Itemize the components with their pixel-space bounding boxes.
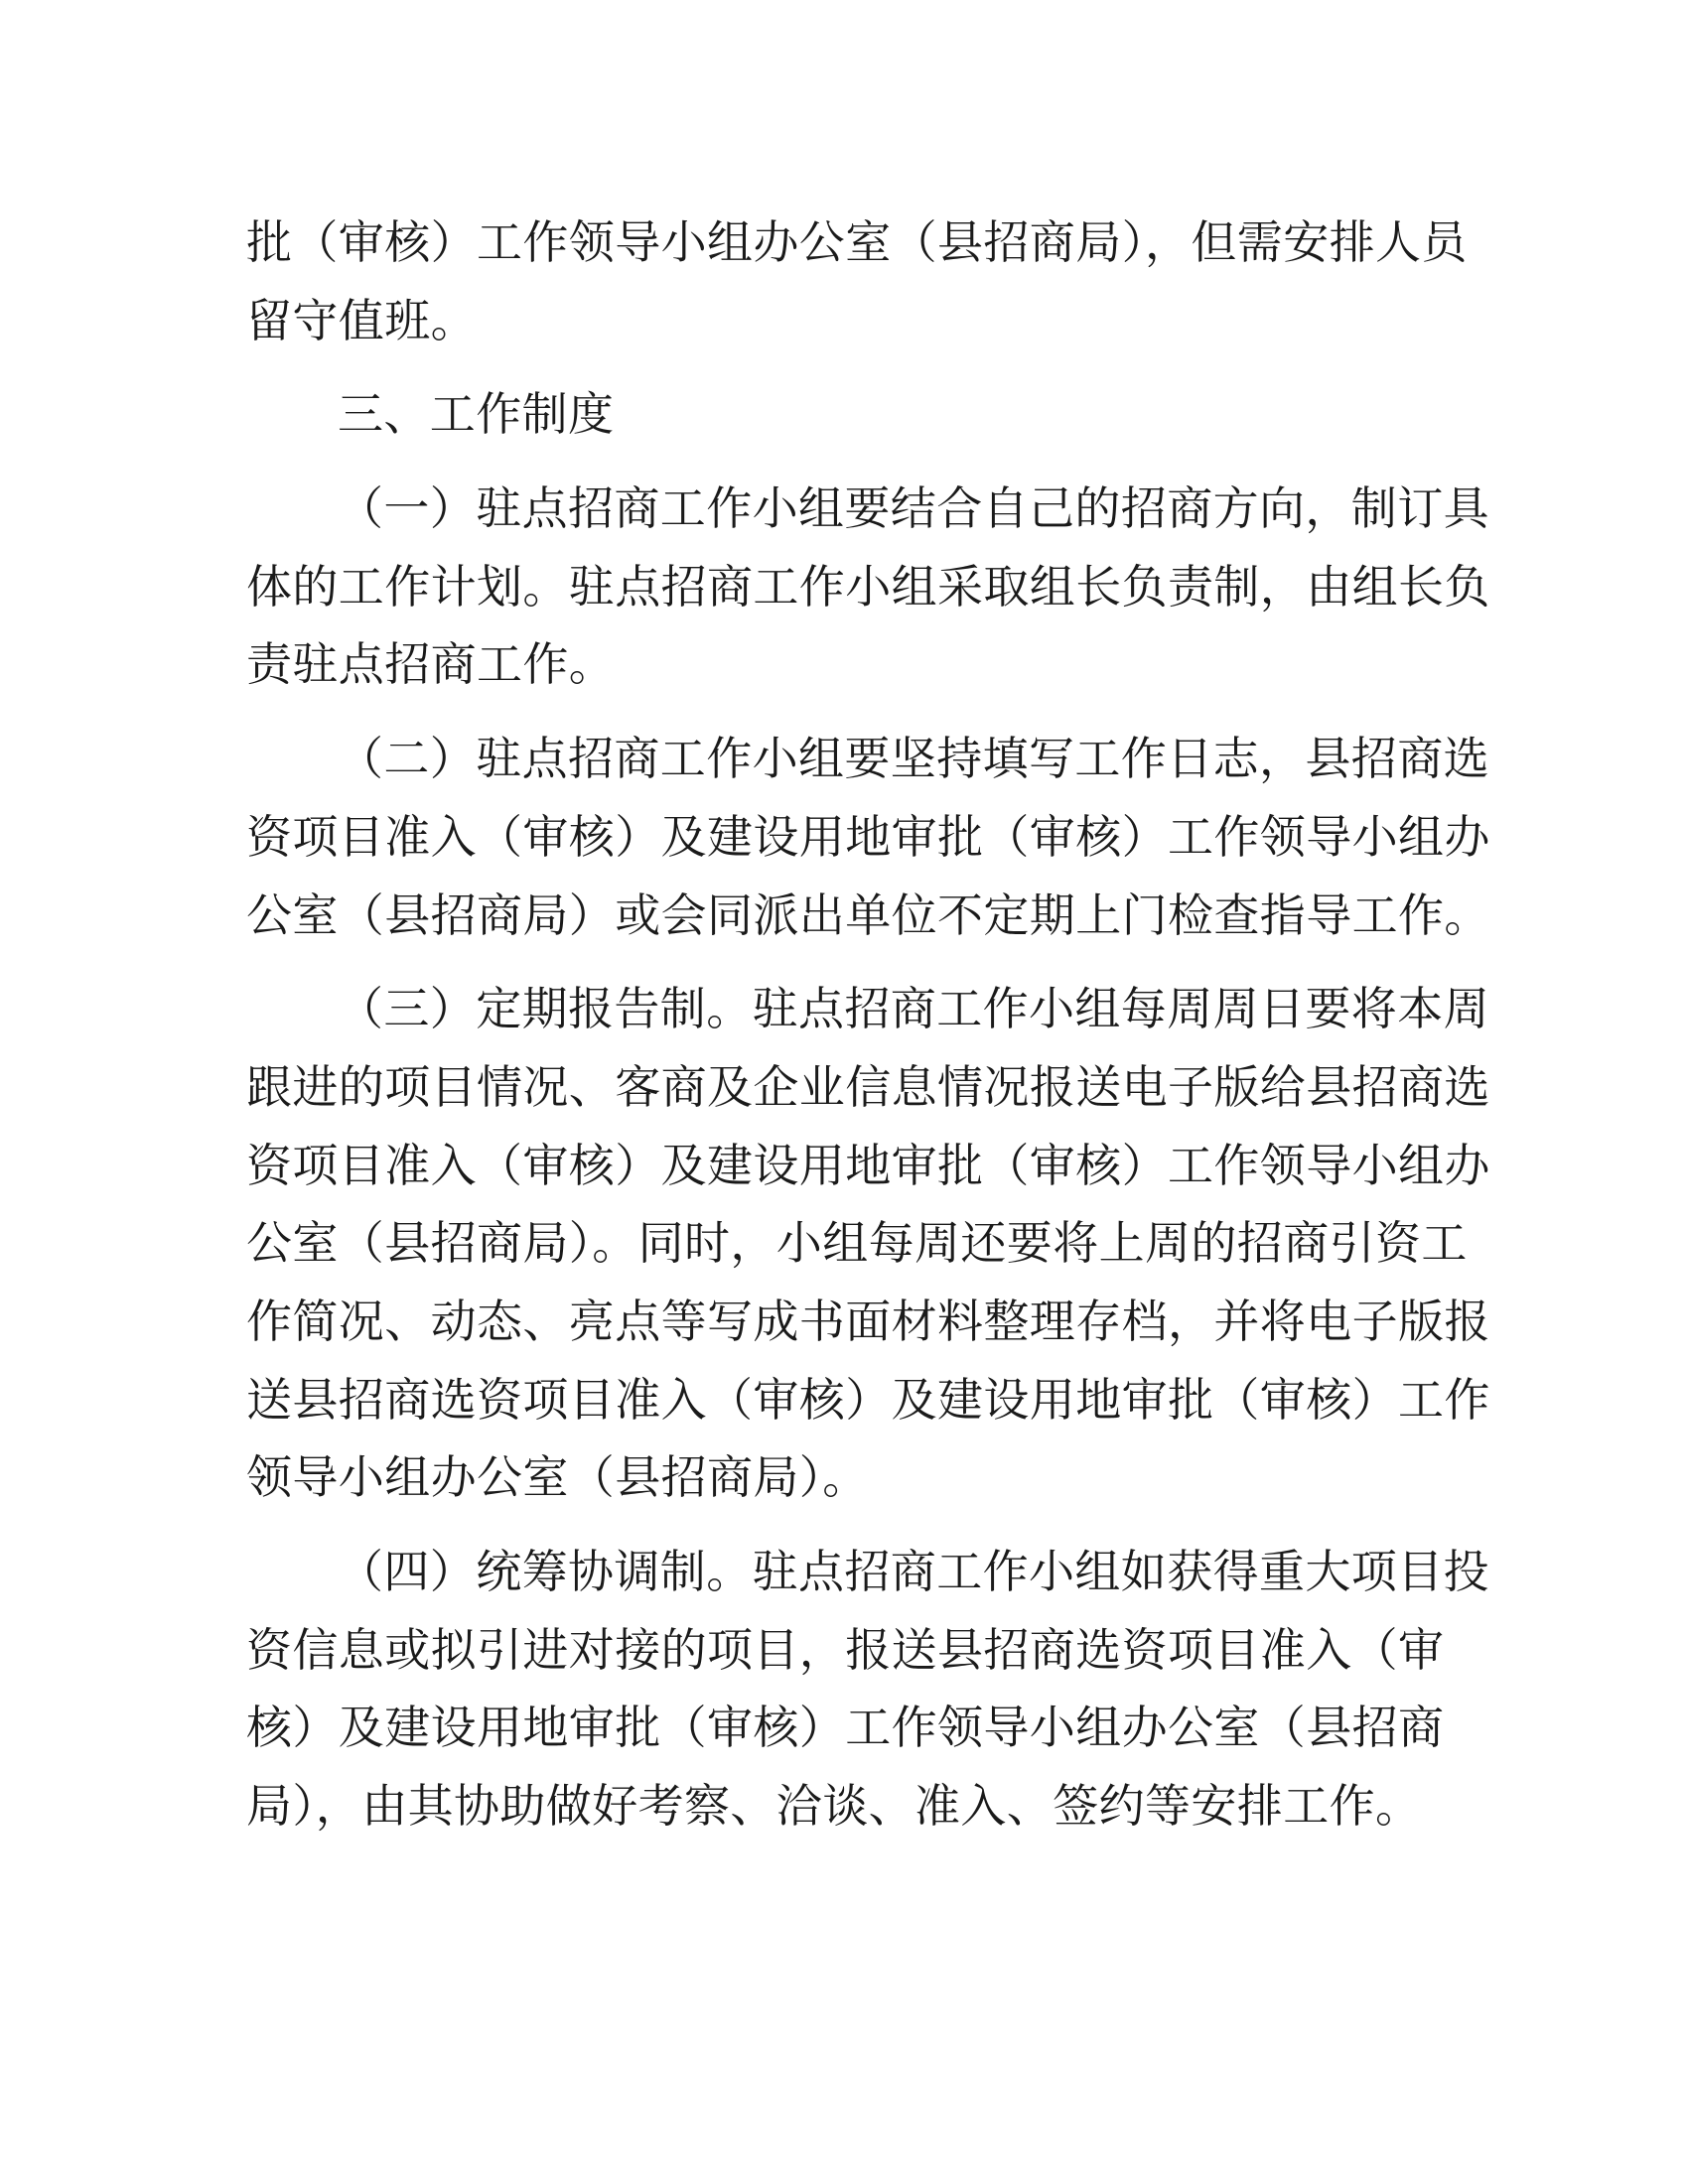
- text-line: 资信息或拟引进对接的项目，报送县招商选资项目准入（审: [246, 1622, 1445, 1677]
- paragraph-1: [246, 470, 1490, 704]
- text-line: 作简况、动态、亮点等写成书面材料整理存档，并将电子版报: [246, 1294, 1490, 1348]
- text-line: 公室（县招商局）。同时，小组每周还要将上周的招商引资工: [246, 1216, 1468, 1271]
- text-line: 责驻点招商工作。: [246, 637, 616, 692]
- text-line: 留守值班。: [246, 293, 477, 347]
- text-line: 资项目准入（审核）及建设用地审批（审核）工作领导小组办: [246, 1138, 1490, 1192]
- section-heading: [246, 375, 1448, 454]
- text-line: （三）定期报告制。驻点招商工作小组每周周日要将本周: [338, 982, 1489, 1036]
- document-body: [246, 204, 1490, 1845]
- paragraph-spacer: [246, 954, 1448, 970]
- paragraph-4: [246, 1533, 1489, 1845]
- text-line: 领导小组办公室（县招商局）。: [246, 1450, 869, 1505]
- text-line: 批（审核）工作领导小组办公室（县招商局），但需安排人员: [246, 215, 1468, 269]
- text-line: 体的工作计划。驻点招商工作小组采取组长负责制，由组长负: [246, 559, 1490, 614]
- paragraph-3: [246, 970, 1490, 1517]
- text-line: 核）及建设用地审批（审核）工作领导小组办公室（县招商: [246, 1701, 1445, 1755]
- text-line: （一）驻点招商工作小组要结合自己的招商方向，制订具: [338, 481, 1489, 536]
- text-line: 局），由其协助做好考察、洽谈、准入、签约等安排工作。: [246, 1779, 1422, 1834]
- paragraph-spacer: [246, 704, 1448, 720]
- paragraph-2: [246, 720, 1490, 954]
- heading-line: 三、工作制度: [338, 387, 615, 442]
- paragraph-spacer: [246, 1517, 1448, 1533]
- text-line: （二）驻点招商工作小组要坚持填写工作日志，县招商选: [338, 732, 1489, 786]
- text-line: 送县招商选资项目准入（审核）及建设用地审批（审核）工作: [246, 1372, 1490, 1427]
- text-line: 公室（县招商局）或会同派出单位不定期上门检查指导工作。: [246, 887, 1490, 942]
- paragraph-spacer: [246, 454, 1448, 470]
- text-line: 跟进的项目情况、客商及企业信息情况报送电子版给县招商选: [246, 1059, 1490, 1114]
- text-line: 资项目准入（审核）及建设用地审批（审核）工作领导小组办: [246, 809, 1490, 864]
- paragraph-spacer: [246, 359, 1448, 375]
- text-line: （四）统筹协调制。驻点招商工作小组如获得重大项目投: [338, 1545, 1489, 1598]
- paragraph-continuation: [246, 204, 1468, 359]
